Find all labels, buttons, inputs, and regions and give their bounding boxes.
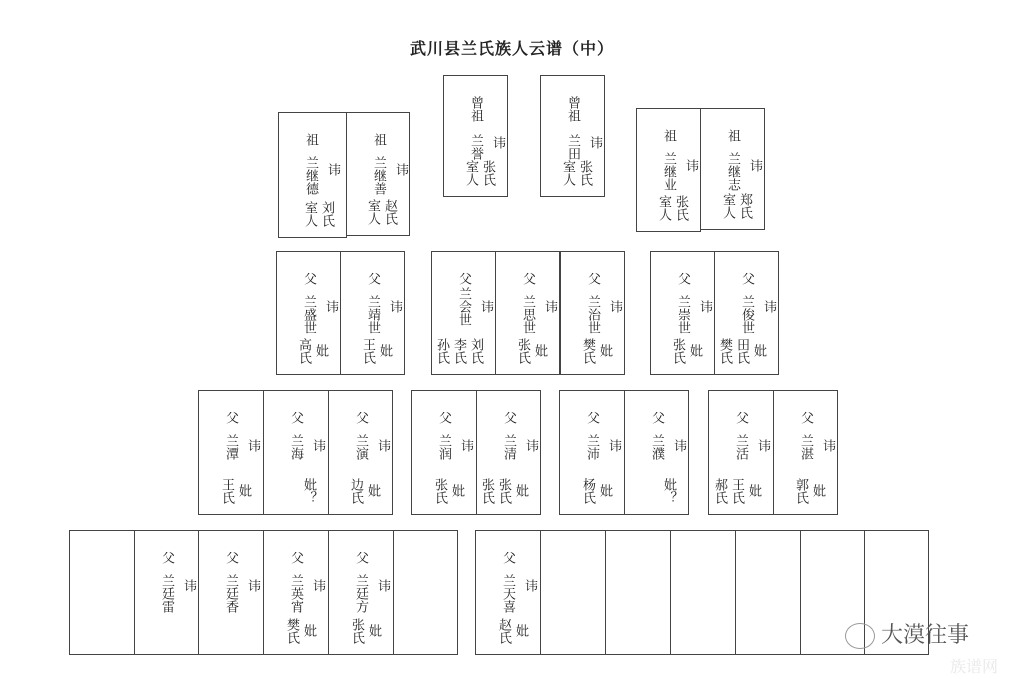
generation-title: 父 xyxy=(353,551,368,564)
spouse-label: 妣 xyxy=(746,484,761,497)
taboo-name-mark: 讳 xyxy=(393,163,408,176)
empty-card xyxy=(540,530,606,655)
ancestor-name: 兰湛 xyxy=(798,434,813,460)
wechat-watermark xyxy=(845,618,969,649)
ancestor-name: 兰廷方 xyxy=(353,574,368,613)
generation-title: 父 xyxy=(365,272,380,285)
generation-title: 父 xyxy=(301,272,316,285)
ancestor-name: 兰潭 xyxy=(223,434,238,460)
spouse-group xyxy=(580,338,612,364)
genealogy-card xyxy=(624,390,689,515)
empty-card xyxy=(393,530,458,655)
spouse-group xyxy=(434,338,483,364)
ancestor-name: 兰继善 xyxy=(371,156,386,195)
ancestor-name: 兰廷雷 xyxy=(159,574,174,613)
ancestor-name: 兰继志 xyxy=(725,152,740,191)
genealogy-card xyxy=(773,390,838,515)
taboo-name-mark: 讳 xyxy=(522,579,537,592)
genealogy-card xyxy=(263,530,329,655)
empty-card xyxy=(69,530,135,655)
spouse-group xyxy=(360,338,392,364)
generation-title: 父 xyxy=(159,551,174,564)
generation-title: 父 xyxy=(733,411,748,424)
spouse-group xyxy=(580,478,612,504)
document-title: 武川县兰氏族人云谱（中） xyxy=(409,39,614,58)
spouse-name: 张氏 xyxy=(480,160,495,186)
taboo-name-mark: 讳 xyxy=(375,579,390,592)
spouse-label: 妣 xyxy=(532,344,547,357)
spouse-label: 妣 xyxy=(513,624,528,637)
generation-title: 父 xyxy=(501,411,516,424)
spouse-group xyxy=(560,160,592,186)
spouse-label: 妣 xyxy=(301,624,316,637)
genealogy-card xyxy=(431,251,496,375)
spouse-group xyxy=(302,201,334,227)
spouse-label: 室人 xyxy=(302,201,317,227)
site-watermark: 族谱网 xyxy=(950,657,999,676)
spouse-name: 郝氏 xyxy=(712,478,727,504)
empty-card xyxy=(605,530,671,655)
taboo-name-mark: 讳 xyxy=(607,300,622,313)
spouse-group xyxy=(365,199,397,225)
generation-title: 祖 xyxy=(725,129,740,142)
spouse-name: 张氏 xyxy=(673,195,688,221)
ancestor-name: 兰沛 xyxy=(584,434,599,460)
genealogy-card xyxy=(560,251,625,375)
spouse-name: 樊氏 xyxy=(717,338,732,364)
spouse-group xyxy=(720,193,752,219)
spouse-name: 张氏 xyxy=(349,618,364,644)
ancestor-name: 兰思世 xyxy=(520,295,535,334)
spouse-group xyxy=(479,478,528,504)
generation-title: 父 xyxy=(353,411,368,424)
taboo-name-mark: 讳 xyxy=(325,163,340,176)
generation-title: 父 xyxy=(798,411,813,424)
taboo-name-mark: 讳 xyxy=(323,300,338,313)
genealogy-card xyxy=(443,75,508,197)
spouse-name: 边氏 xyxy=(348,478,363,504)
spouse-name: 樊氏 xyxy=(580,338,595,364)
genealogy-card xyxy=(134,530,199,655)
ancestor-name: 兰濮 xyxy=(649,434,664,460)
genealogy-card xyxy=(198,390,264,515)
spouse-group xyxy=(670,338,702,364)
spouse-group xyxy=(284,618,316,644)
spouse-label: 妣 xyxy=(751,344,766,357)
spouse-name: 樊氏 xyxy=(284,618,299,644)
spouse-group xyxy=(515,338,547,364)
generation-title: 父 xyxy=(436,411,451,424)
spouse-label: 妣 xyxy=(597,484,612,497)
genealogy-card xyxy=(714,251,779,375)
spouse-group xyxy=(661,478,676,504)
taboo-name-mark: 讳 xyxy=(671,439,686,452)
spouse-label: 妣 xyxy=(313,344,328,357)
taboo-name-mark: 讳 xyxy=(542,300,557,313)
taboo-name-mark: 讳 xyxy=(587,136,602,149)
generation-title: 父 xyxy=(675,272,690,285)
ancestor-name: 兰英宵 xyxy=(288,574,303,613)
generation-title: 父 xyxy=(223,551,238,564)
genealogy-card xyxy=(559,390,625,515)
spouse-name: 张氏 xyxy=(670,338,685,364)
genealogy-card xyxy=(278,112,347,238)
taboo-name-mark: 讳 xyxy=(387,300,402,313)
spouse-name: 田氏 xyxy=(734,338,749,364)
spouse-name: 王氏 xyxy=(219,478,234,504)
taboo-name-mark: 讳 xyxy=(755,439,770,452)
ancestor-name: 兰海 xyxy=(288,434,303,460)
generation-title: 父 xyxy=(456,272,471,285)
ancestor-name: 兰田 xyxy=(565,134,580,160)
spouse-label: 妣 xyxy=(366,624,381,637)
genealogy-card xyxy=(198,530,264,655)
spouse-name: 张氏 xyxy=(577,160,592,186)
ancestor-name: 兰天喜 xyxy=(500,574,515,613)
generation-title: 父 xyxy=(649,411,664,424)
taboo-name-mark: 讳 xyxy=(375,439,390,452)
ancestor-name: 兰活 xyxy=(733,434,748,460)
spouse-name: 孙氏 xyxy=(434,338,449,364)
genealogy-card xyxy=(276,251,341,375)
genealogy-card xyxy=(411,390,477,515)
spouse-name: 妣？ xyxy=(661,478,676,504)
spouse-group xyxy=(463,160,495,186)
taboo-name-mark: 讳 xyxy=(310,439,325,452)
spouse-group xyxy=(296,338,328,364)
ancestor-name: 兰会世 xyxy=(456,287,471,326)
genealogy-card xyxy=(328,390,393,515)
empty-card xyxy=(670,530,736,655)
taboo-name-mark: 讳 xyxy=(490,136,505,149)
taboo-name-mark: 讳 xyxy=(697,300,712,313)
spouse-name: 高氏 xyxy=(296,338,311,364)
genealogy-card xyxy=(475,530,541,655)
spouse-name: 张氏 xyxy=(432,478,447,504)
generation-title: 曾祖 xyxy=(468,96,483,122)
genealogy-card xyxy=(476,390,541,515)
taboo-name-mark: 讳 xyxy=(523,439,538,452)
ancestor-name: 兰治世 xyxy=(585,295,600,334)
genealogy-card xyxy=(328,530,394,655)
generation-title: 父 xyxy=(288,411,303,424)
genealogy-card xyxy=(636,108,701,232)
taboo-name-mark: 讳 xyxy=(458,439,473,452)
spouse-name: 赵氏 xyxy=(496,618,511,644)
genealogy-card xyxy=(708,390,774,515)
ancestor-name: 兰靖世 xyxy=(365,295,380,334)
spouse-name: 李氏 xyxy=(451,338,466,364)
generation-title: 父 xyxy=(288,551,303,564)
generation-title: 曾祖 xyxy=(565,96,580,122)
taboo-name-mark: 讳 xyxy=(245,439,260,452)
spouse-label: 室人 xyxy=(720,193,735,219)
spouse-name: 王氏 xyxy=(729,478,744,504)
ancestor-name: 兰继德 xyxy=(303,156,318,195)
ancestor-name: 兰清 xyxy=(501,434,516,460)
ancestor-name: 兰崇世 xyxy=(675,295,690,334)
wechat-icon xyxy=(845,623,875,649)
spouse-group xyxy=(301,478,316,504)
spouse-name: 妣？ xyxy=(301,478,316,504)
generation-title: 父 xyxy=(223,411,238,424)
spouse-name: 杨氏 xyxy=(580,478,595,504)
spouse-label: 妣 xyxy=(236,484,251,497)
taboo-name-mark: 讳 xyxy=(761,300,776,313)
taboo-name-mark: 讳 xyxy=(606,439,621,452)
spouse-group xyxy=(496,618,528,644)
genealogy-card xyxy=(346,112,410,236)
spouse-name: 张氏 xyxy=(515,338,530,364)
spouse-group xyxy=(717,338,766,364)
watermark-account: 大漠往事 xyxy=(881,623,970,648)
genealogy-card xyxy=(700,108,765,230)
genealogy-card xyxy=(340,251,405,375)
spouse-name: 王氏 xyxy=(360,338,375,364)
taboo-name-mark: 讳 xyxy=(245,579,260,592)
spouse-group xyxy=(349,618,381,644)
spouse-label: 室人 xyxy=(560,160,575,186)
spouse-label: 妣 xyxy=(687,344,702,357)
taboo-name-mark: 讳 xyxy=(478,300,493,313)
spouse-name: 刘氏 xyxy=(468,338,483,364)
spouse-name: 郭氏 xyxy=(793,478,808,504)
empty-card xyxy=(735,530,801,655)
genealogy-card xyxy=(263,390,329,515)
spouse-label: 室人 xyxy=(365,199,380,225)
genealogy-card xyxy=(540,75,605,197)
generation-title: 父 xyxy=(585,272,600,285)
genealogy-card xyxy=(650,251,715,375)
taboo-name-mark: 讳 xyxy=(310,579,325,592)
spouse-label: 室人 xyxy=(656,195,671,221)
spouse-group xyxy=(432,478,464,504)
spouse-label: 妣 xyxy=(597,344,612,357)
generation-title: 祖 xyxy=(303,133,318,146)
generation-title: 父 xyxy=(520,272,535,285)
generation-title: 父 xyxy=(584,411,599,424)
generation-title: 父 xyxy=(739,272,754,285)
taboo-name-mark: 讳 xyxy=(181,579,196,592)
spouse-label: 妣 xyxy=(365,484,380,497)
ancestor-name: 兰继业 xyxy=(661,152,676,191)
ancestor-name: 兰俊世 xyxy=(739,295,754,334)
spouse-group xyxy=(656,195,688,221)
spouse-label: 妣 xyxy=(810,484,825,497)
ancestor-name: 兰誉 xyxy=(468,134,483,160)
genealogy-card xyxy=(495,251,560,375)
ancestor-name: 兰润 xyxy=(436,434,451,460)
taboo-name-mark: 讳 xyxy=(747,159,762,172)
spouse-name: 刘氏 xyxy=(319,201,334,227)
generation-title: 祖 xyxy=(371,133,386,146)
taboo-name-mark: 讳 xyxy=(820,439,835,452)
spouse-group xyxy=(348,478,380,504)
ancestor-name: 兰演 xyxy=(353,434,368,460)
spouse-label: 妣 xyxy=(513,484,528,497)
spouse-name: 张氏 xyxy=(496,478,511,504)
spouse-name: 郑氏 xyxy=(737,193,752,219)
spouse-group xyxy=(712,478,761,504)
spouse-label: 室人 xyxy=(463,160,478,186)
spouse-name: 张氏 xyxy=(479,478,494,504)
generation-title: 祖 xyxy=(661,129,676,142)
ancestor-name: 兰盛世 xyxy=(301,295,316,334)
spouse-group xyxy=(219,478,251,504)
spouse-label: 妣 xyxy=(449,484,464,497)
spouse-name: 赵氏 xyxy=(382,199,397,225)
generation-title: 父 xyxy=(500,551,515,564)
spouse-group xyxy=(793,478,825,504)
ancestor-name: 兰廷香 xyxy=(223,574,238,613)
spouse-label: 妣 xyxy=(377,344,392,357)
taboo-name-mark: 讳 xyxy=(683,159,698,172)
